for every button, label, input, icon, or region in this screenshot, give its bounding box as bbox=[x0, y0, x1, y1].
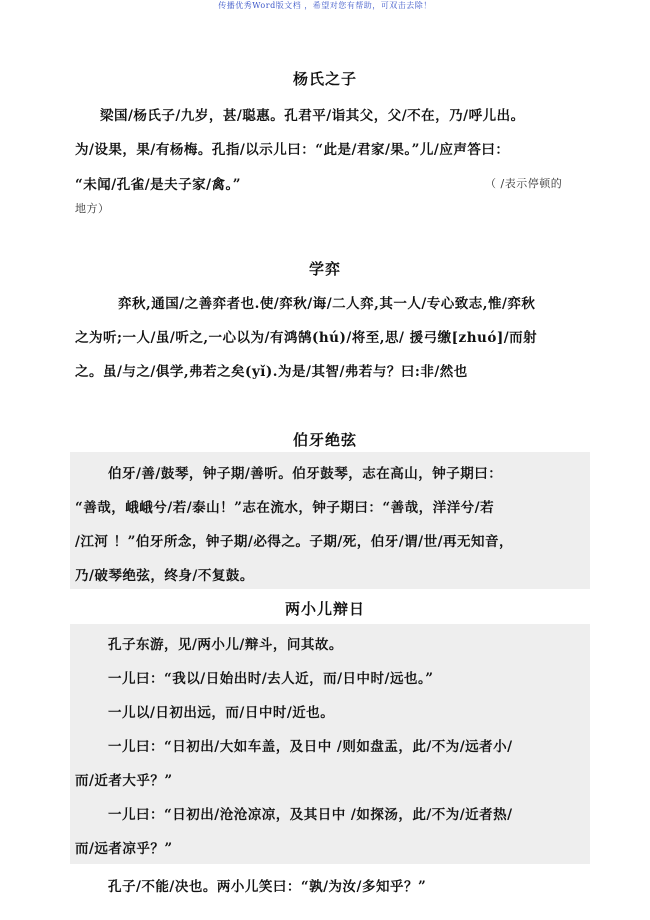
s1-note: （ /表示停顿的 bbox=[485, 177, 563, 190]
s2-line-1: 弈秋,通国/之善弈者也.使/弈秋/诲/二人弈,其一人/专心致志,惟/弈秋 bbox=[118, 296, 536, 312]
s1-line-2: 为/设果，果/有杨梅。孔指/以示儿曰：“此是/君家/果。”儿/应声答曰： bbox=[75, 142, 510, 158]
s4-line-2: 一儿曰：“我以/日始出时/去人近，而/日中时/远也。” bbox=[108, 671, 434, 687]
title-liangxiaoerbianri: 两小儿辩日 bbox=[284, 600, 365, 618]
s3-line-2: “善哉，峨峨兮/若/泰山！”志在流水，钟子期曰：“善哉，洋洋兮/若 bbox=[75, 500, 495, 516]
s2-line-3: 之。虽/与之/俱学,弗若之矣(yǐ).为是/其智/弗若与？曰:非/然也 bbox=[75, 364, 468, 380]
s3-line-4: 乃/破琴绝弦，终身/不复鼓。 bbox=[75, 568, 254, 584]
s4-line-1: 孔子东游，见/两小儿/辩斗，问其故。 bbox=[108, 637, 343, 653]
s3-line-1: 伯牙/善/鼓琴，钟子期/善听。伯牙鼓琴，志在高山，钟子期曰： bbox=[108, 466, 503, 482]
title-boyajuexian: 伯牙绝弦 bbox=[292, 431, 357, 449]
s4-line-7: 而/远者凉乎？” bbox=[75, 841, 173, 857]
s4-line-4: 一儿曰：“日初出/大如车盖，及日中 /则如盘盂，此/不为/远者小/ bbox=[108, 739, 513, 755]
page-banner: 传播优秀Word版文档 ，希望对您有帮助，可双击去除！ bbox=[218, 1, 432, 10]
s1-line-3: “未闻/孔雀/是夫子家/禽。” bbox=[75, 177, 242, 193]
s3-line-3: /江河 ！”伯牙所念，钟子期/必得之。子期/死，伯牙/谓/世/再无知音， bbox=[75, 534, 514, 550]
s4-line-8: 孔子/不能/决也。两小儿笑曰：“孰/为汝/多知乎？” bbox=[108, 879, 427, 895]
s4-line-5: 而/近者大乎？” bbox=[75, 773, 173, 789]
s4-line-6: 一儿曰：“日初出/沧沧凉凉，及其日中 /如探汤，此/不为/近者热/ bbox=[108, 807, 513, 823]
s1-note-end: 地方） bbox=[75, 202, 110, 215]
title-xueyi: 学弈 bbox=[308, 260, 341, 278]
s4-line-3: 一儿以/日初出远，而/日中时/近也。 bbox=[108, 705, 335, 721]
s1-line-1: 梁国/杨氏子/九岁，甚/聪惠。孔君平/诣其父，父/不在，乃/呼儿出。 bbox=[100, 108, 525, 124]
title-yangshizhizi: 杨氏之子 bbox=[292, 70, 357, 88]
s2-line-2: 之为听;一人/虽/听之,一心以为/有鸿鹄(hú)/将至,思/ 援弓缴[zhuó]/而射 bbox=[75, 330, 538, 346]
